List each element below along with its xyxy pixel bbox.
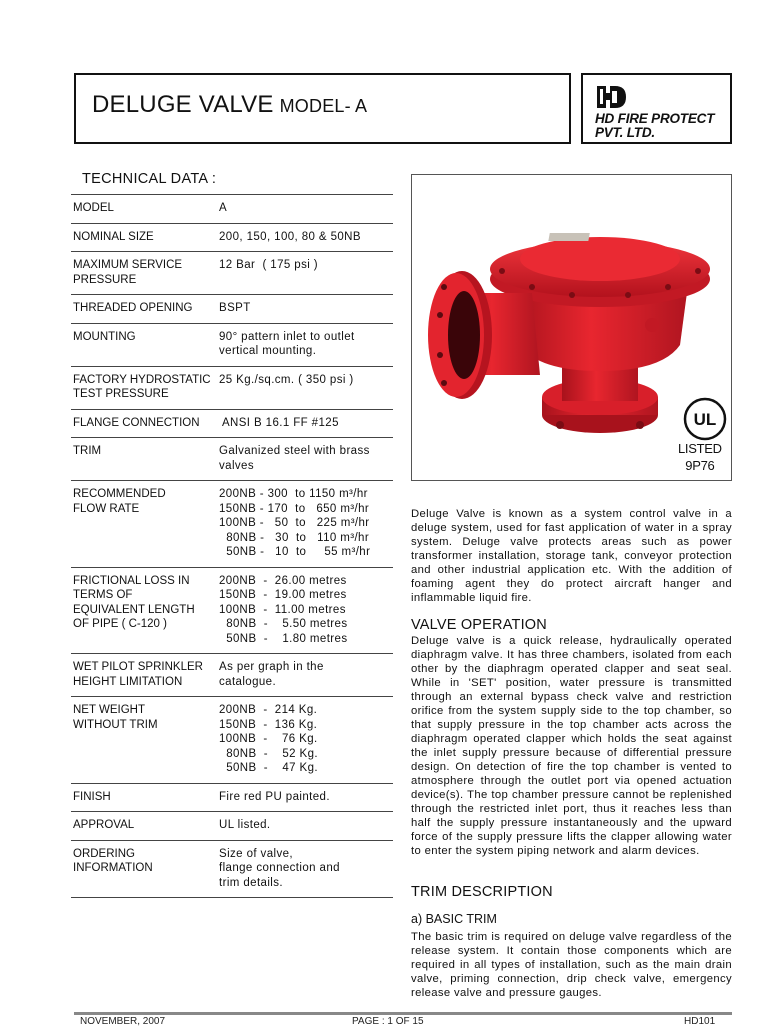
title-text: DELUGE VALVE <box>92 91 274 118</box>
basic-trim-text: The basic trim is required on deluge valve regardless of the release system. It contain those components which are required in all types of installation, such as the main drain valve, priming connection, drip check valve, emergency release valve and pressure gauges. <box>411 931 732 999</box>
table-row <box>71 252 393 295</box>
row-value: Fire red PU painted. <box>219 790 330 803</box>
row-value: 200, 150, 100, 80 & 50NB <box>219 230 361 243</box>
company-name <box>595 112 714 140</box>
table-row <box>71 367 393 410</box>
listing-code: 9P76 <box>685 458 715 473</box>
table-row <box>71 438 393 481</box>
footer-date: NOVEMBER, 2007 <box>80 1016 166 1027</box>
listed-text: LISTED <box>678 441 722 456</box>
row-label: WET PILOT SPRINKLER HEIGHT LIMITATION <box>73 661 203 688</box>
row-label: FACTORY HYDROSTATIC TEST PRESSURE <box>73 373 211 400</box>
product-photo-box <box>411 174 732 481</box>
table-row <box>71 697 393 784</box>
row-value: Galvanized steel with brass valves <box>219 445 370 472</box>
row-value: 200NB - 26.00 metres 150NB - 19.00 metres 100NB - 11.00 metres 80NB - 5.50 metres 50NB - 1.80 metres <box>219 574 348 645</box>
company-name-line2: PVT. LTD. <box>595 125 655 140</box>
table-row <box>71 410 393 439</box>
table-row <box>71 654 393 697</box>
row-value: 12 Bar ( 175 psi ) <box>219 259 319 271</box>
technical-data-heading: TECHNICAL DATA : <box>82 171 217 187</box>
company-logo-box <box>581 73 732 144</box>
row-value: As per graph in the catalogue. <box>219 661 324 688</box>
table-row <box>71 481 393 568</box>
valve-operation-heading: VALVE OPERATION <box>411 617 547 633</box>
title-box <box>74 73 571 144</box>
row-value: BSPT <box>219 302 251 314</box>
row-value: 25 Kg./sq.cm. ( 350 psi ) <box>219 373 354 386</box>
row-label: NET WEIGHT WITHOUT TRIM <box>73 704 158 731</box>
table-row <box>71 841 393 899</box>
intro-paragraph: Deluge Valve is known as a system control valve in a deluge system, used for fast application of water in a spray system. Deluge valve protects areas such as power transformer installation, storage tank, conveyor protection and other industrial application etc. With the addition of foaming agent they do protect aircraft hanger and inflammable liquid fire. <box>411 508 732 604</box>
row-label: FINISH <box>73 790 111 803</box>
footer-code: HD101 <box>684 1016 716 1027</box>
ul-mark-icon <box>683 397 727 441</box>
table-row <box>71 784 393 813</box>
table-row <box>71 195 393 224</box>
footer-page: PAGE : 1 OF 15 <box>352 1016 424 1027</box>
basic-trim-heading: a) BASIC TRIM <box>411 912 497 926</box>
table-row <box>71 295 393 324</box>
document-title <box>92 91 367 119</box>
row-value: 200NB - 300 to 1150 m³/hr 150NB - 170 to 650 m³/hr 100NB - 50 to 225 m³/hr 80NB - 30 to 110 m³/hr 50NB - 10 to 55 m³/hr <box>219 488 371 558</box>
row-value: Size of valve, flange connection and trim details. <box>219 847 340 889</box>
row-label: THREADED OPENING <box>73 302 193 314</box>
table-row <box>71 224 393 253</box>
trim-description-heading: TRIM DESCRIPTION <box>411 884 553 900</box>
listing-label <box>678 440 722 474</box>
row-label: MOUNTING <box>73 330 136 343</box>
valve-operation-text: Deluge valve is a quick release, hydraulically operated diaphragm valve. It has three chambers, isolated from each other by the diaphragm operated clapper and seat seal. While in 'SET' position, water pressure is transmitted through an external bypass check valve and restriction orifice from the system supply side to the top chamber, so that supply pressure in the top chamber acts across the diaphragm operated clapper which holds the seat against the inlet supply pressure because of differential pressure design. On detection of fire the top chamber is vented to atmosphere through the outlet port via opened actuation device(s). The top chamber pressure cannot be replenished through the restricted inlet port, thus it reaches less than half the supply pressure instantaneously and the upward force of the supply pressure lifts the clapper allowing water to enter the system piping network and alarm devices. <box>411 635 732 857</box>
row-label: ORDERING INFORMATION <box>73 847 153 874</box>
model-text: MODEL- A <box>279 96 368 116</box>
ul-mark-text: UL <box>693 410 717 429</box>
technical-data-table <box>71 194 393 898</box>
row-label: MODEL <box>73 202 114 214</box>
table-row <box>71 568 393 655</box>
table-row <box>71 812 393 841</box>
row-value: A <box>219 202 228 214</box>
footer-rule <box>74 1012 732 1015</box>
row-value: ANSI B 16.1 FF #125 <box>219 416 339 429</box>
row-value: 90° pattern inlet to outlet vertical mounting. <box>219 330 355 357</box>
row-label: MAXIMUM SERVICE PRESSURE <box>73 259 183 286</box>
row-label: TRIM <box>73 445 102 457</box>
row-label: RECOMMENDED FLOW RATE <box>73 488 166 515</box>
row-label: FRICTIONAL LOSS IN TERMS OF EQUIVALENT LENGTH OF PIPE ( C-120 ) <box>73 574 195 630</box>
row-label: NOMINAL SIZE <box>73 230 154 243</box>
company-name-line1: HD FIRE PROTECT <box>595 111 715 126</box>
row-value: 200NB - 214 Kg. 150NB - 136 Kg. 100NB - 76 Kg. 80NB - 52 Kg. 50NB - 47 Kg. <box>219 704 319 774</box>
hd-logo-icon <box>595 83 627 111</box>
table-row <box>71 324 393 367</box>
row-value: UL listed. <box>219 819 271 831</box>
row-label: FLANGE CONNECTION <box>73 416 200 429</box>
row-label: APPROVAL <box>73 819 135 831</box>
